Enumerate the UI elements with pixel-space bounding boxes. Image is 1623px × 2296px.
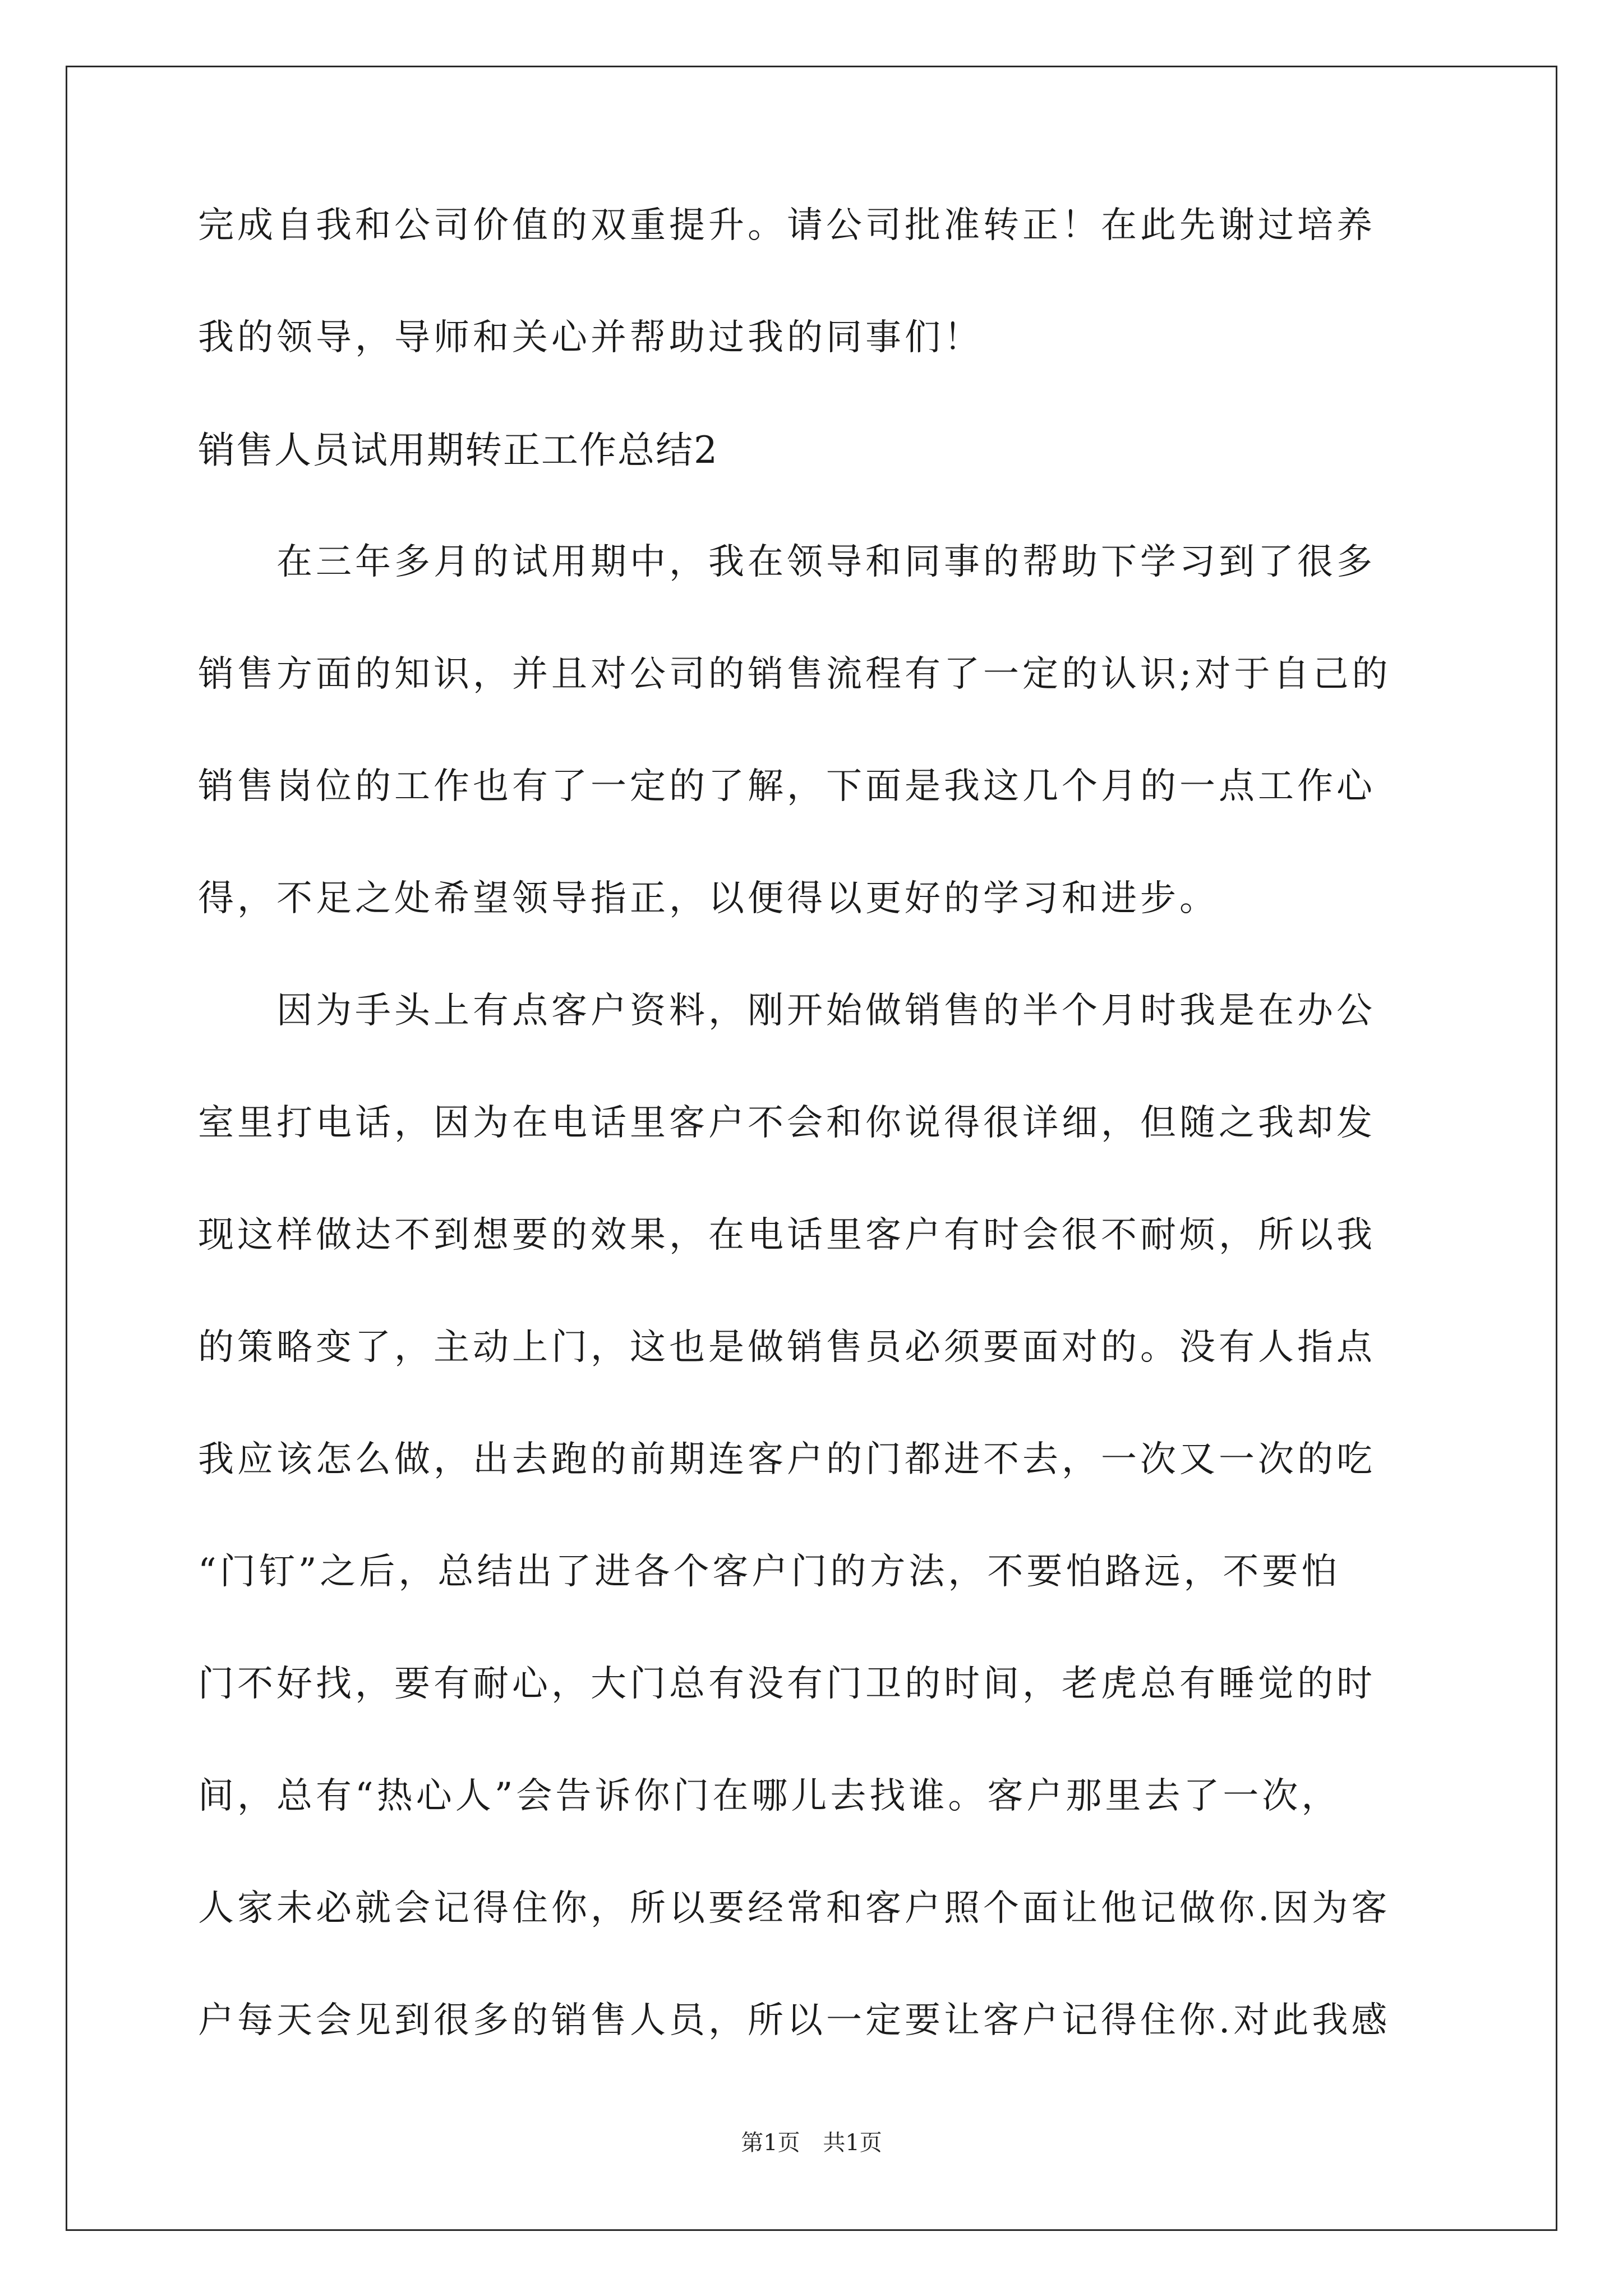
body-line: 销售岗位的工作也有了一定的了解，下面是我这几个月的一点工作心 [198, 766, 1376, 807]
body-line: 因为手头上有点客户资料，刚开始做销售的半个月时我是在办公 [198, 990, 1376, 1032]
body-line: 的策略变了，主动上门，这也是做销售员必须要面对的。没有人指点 [198, 1327, 1376, 1368]
body-line: 得，不足之处希望领导指正，以便得以更好的学习和进步。 [198, 878, 1219, 919]
body-line: 我应该怎么做，出去跑的前期连客户的门都进不去，一次又一次的吃 [198, 1439, 1376, 1480]
page-footer [0, 2125, 1623, 2157]
document-body [198, 205, 1421, 2041]
body-line: 销售方面的知识，并且对公司的销售流程有了一定的认识;对于自己的 [198, 654, 1391, 695]
body-line: 户每天会见到很多的销售人员，所以一定要让客户记得住你.对此我感 [198, 2000, 1391, 2041]
body-line: 间，总有“热心人”会告诉你门在哪儿去找谁。客户那里去了一次， [198, 1775, 1341, 1817]
body-line: 现这样做达不到想要的效果，在电话里客户有时会很不耐烦，所以我 [198, 1214, 1376, 1256]
body-line: “门钉”之后，总结出了进各个客户门的方法，不要怕路远，不要怕 [198, 1551, 1341, 1593]
body-line: 门不好找，要有耐心，大门总有没有门卫的时间，老虎总有睡觉的时 [198, 1663, 1376, 1705]
page-number: 第1页 [741, 2130, 800, 2156]
body-line: 室里打电话，因为在电话里客户不会和你说得很详细，但随之我却发 [198, 1102, 1376, 1144]
body-line: 人家未必就会记得住你，所以要经常和客户照个面让他记做你.因为客 [198, 1888, 1391, 1929]
page-total: 共1页 [823, 2130, 882, 2156]
body-line: 完成自我和公司价值的双重提升。请公司批准转正！在此先谢过培养 [198, 205, 1376, 246]
section-heading: 销售人员试用期转正工作总结2 [198, 429, 718, 472]
body-line: 在三年多月的试用期中，我在领导和同事的帮助下学习到了很多 [198, 541, 1376, 583]
body-line: 我的领导，导师和关心并帮助过我的同事们！ [198, 317, 983, 358]
